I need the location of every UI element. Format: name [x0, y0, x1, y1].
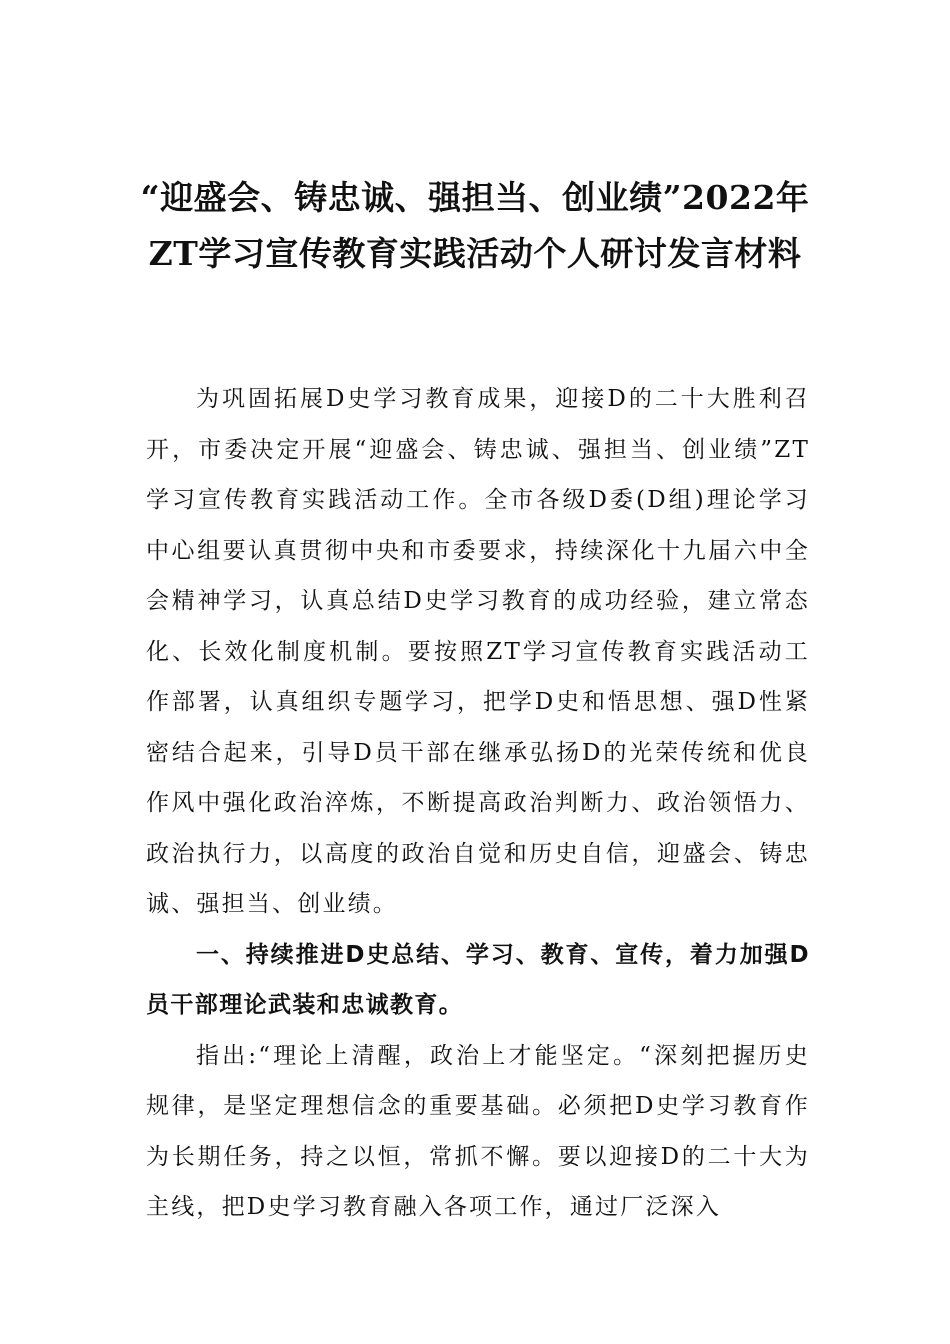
section-heading-1: 一、持续推进D史总结、学习、教育、宣传，着力加强D员干部理论武装和忠诚教育。: [146, 941, 810, 1018]
intro-paragraph: 为巩固拓展D史学习教育成果，迎接D的二十大胜利召开，市委决定开展“迎盛会、铸忠诚、强担当、创业绩”ZT学习宣传教育实践活动工作。全市各级D委(D组)理论学习中心组要认真贯彻中央和市委要求，持续深化十九届六中全会精神学习，认真总结D史学习教育的成功经验，建立常态化、长效化制度机制。要按照ZT学习宣传教育实践活动工作部署，认真组织专题学习，把学D史和悟思想、强D性紧密结合起来，引导D员干部在继承弘扬D的光荣传统和优良作风中强化政治淬炼，不断提高政治判断力、政治领悟力、政治执行力，以高度的政治自觉和历史自信，迎盛会、铸忠诚、强担当、创业绩。: [146, 386, 810, 917]
document-body: [146, 374, 810, 1233]
section-1-paragraph: 指出:“理论上清醒，政治上才能坚定。“深刻把握历史规律，是坚定理想信念的重要基础。必须把D史学习教育作为长期任务，持之以恒，常抓不懈。要以迎接D的二十大为主线，把D史学习教育融入各项工作，通过厂泛深入: [146, 1042, 810, 1220]
document-title: “迎盛会、铸忠诚、强担当、创业绩”2022年ZT学习宣传教育实践活动个人研讨发言材料: [140, 178, 810, 273]
